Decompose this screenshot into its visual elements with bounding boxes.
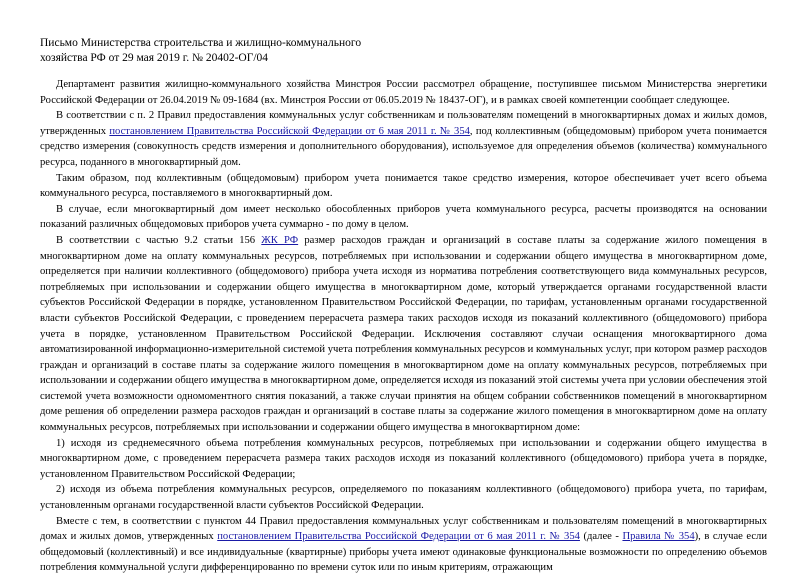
- paragraph-8-text-a: Вместе с тем, в соответствии с пунктом 44 Правил предоставления коммунальных услуг собственникам и пользователям помещений в многоквартирных домах и жилых домов, утвержденных: [40, 515, 767, 543]
- paragraph-8: [40, 514, 767, 576]
- paragraph-4: В случае, если многоквартирный дом имеет несколько обособленных приборов учета коммунального ресурса, расчеты производятся на основании показаний различных общедомовых приборов учета суммарно - по дому в целом.: [40, 203, 767, 231]
- document-page: [40, 36, 767, 576]
- paragraph-2-text-b: , под коллективным (общедомовым) прибором учета понимается средство измерения (совокупность средств измерения и дополнительного оборудования), используемое для определения объемов (количества) коммунального ресурса, поданного в многоквартирный дом.: [40, 125, 767, 168]
- paragraph-5-text-a: В соответствии с частью 9.2 статьи 156: [56, 234, 262, 246]
- paragraph-5: [40, 233, 767, 436]
- paragraph-8-text-c: ), в случае если общедомовый (коллективный) и все индивидуальные (квартирные) приборы учета имеют одинаковые функциональные возможности по определению объемов потребления коммунальной услуги дифференцированно по времени суток или по иным критериям, отражающим: [40, 531, 767, 574]
- resolution-354-link[interactable]: постановлением Правительства Российской Федерации от 6 мая 2011 г. № 354: [109, 125, 470, 137]
- title-line-1: Письмо Министерства строительства и жилищно-коммунального: [40, 37, 362, 49]
- resolution-354-link-2[interactable]: постановлением Правительства Российской Федерации от 6 мая 2011 г. № 354: [217, 531, 580, 543]
- document-title: [40, 36, 767, 66]
- housing-code-link[interactable]: ЖК РФ: [261, 234, 299, 246]
- title-line-2: хозяйства РФ от 29 мая 2019 г. № 20402-ОГ/04: [40, 52, 269, 64]
- paragraph-5-text-b: размер расходов граждан и организаций в составе платы за содержание жилого помещения в многоквартирном доме на оплату коммунальных ресурсов, потребляемых при использовании и содержании общего имущества в многоквартирном доме, определяется при наличии коллективного (общедомового) прибора учета исходя из норматива потребления соответствующего вида коммунальных ресурсов, потребляемых при использовании и содержании общего имущества в многоквартирном доме, который утверждается органами государственной власти субъектов Российской Федерации в порядке, установленном Правительством Российской Федерации, по тарифам, установленным органами государственной власти субъектов Российской Федерации, с проведением перерасчета размера таких расходов исходя из показаний коллективного (общедомового) прибора учета в порядке, установленном Правительством Российской Федерации. Исключения составляют случаи оснащения многоквартирного дома автоматизированной информационно-измерительной системой учета потребления коммунальных ресурсов и коммунальных услуг, при котором размер расходов граждан и организаций в составе платы за содержание жилого помещения в многоквартирном доме на оплату коммунальных ресурсов, потребляемых при использовании и содержании общего имущества в многоквартирном доме, определяется исходя из показаний этой системы учета при условии обеспечения этой системой учета возможности одномоментного снятия показаний, а также случаи принятия на общем собрании собственников помещений в многоквартирном доме решения об определении размера расходов граждан и организаций в составе платы за содержание жилого помещения в многоквартирном доме на оплату коммунальных ресурсов, потребляемых при использовании и содержании общего имущества в многоквартирном доме:: [40, 234, 767, 434]
- paragraph-2-text-a: В соответствии с п. 2 Правил предоставления коммунальных услуг собственникам и пользователям помещений в многоквартирных домах и жилых домов, утвержденных: [40, 110, 767, 137]
- paragraph-6: 1) исходя из среднемесячного объема потребления коммунальных ресурсов, потребляемых при использовании и содержании общего имущества в многоквартирном доме, с проведением перерасчета размера таких расходов исходя из показаний коллективного (общедомового) прибора учета в порядке, установленном Правительством Российской Федерации;: [40, 437, 767, 480]
- paragraph-8-text-b: (далее -: [579, 531, 623, 543]
- paragraph-7: 2) исходя из объема потребления коммунальных ресурсов, определяемого по показаниям коллективного (общедомового) прибора учета, по тарифам, установленным органами государственной власти субъектов Российской Федерации.: [40, 484, 767, 512]
- paragraph-1: Департамент развития жилищно-коммунального хозяйства Минстроя России рассмотрел обращение, поступившее письмом Министерства энергетики Российской Федерации от 26.04.2019 № 09-1684 (вх. Минстроя России от 06.05.2019 № 18437-ОГ), и в рамках своей компетенции сообщает следующее.: [40, 79, 767, 106]
- rules-354-link[interactable]: Правила № 354: [622, 531, 695, 543]
- paragraph-3: Таким образом, под коллективным (общедомовым) прибором учета понимается такое средство измерения, которое обеспечивает учет всего объема коммунального ресурса, поставляемого в многоквартирный дом.: [40, 172, 767, 200]
- paragraph-2: [40, 108, 767, 170]
